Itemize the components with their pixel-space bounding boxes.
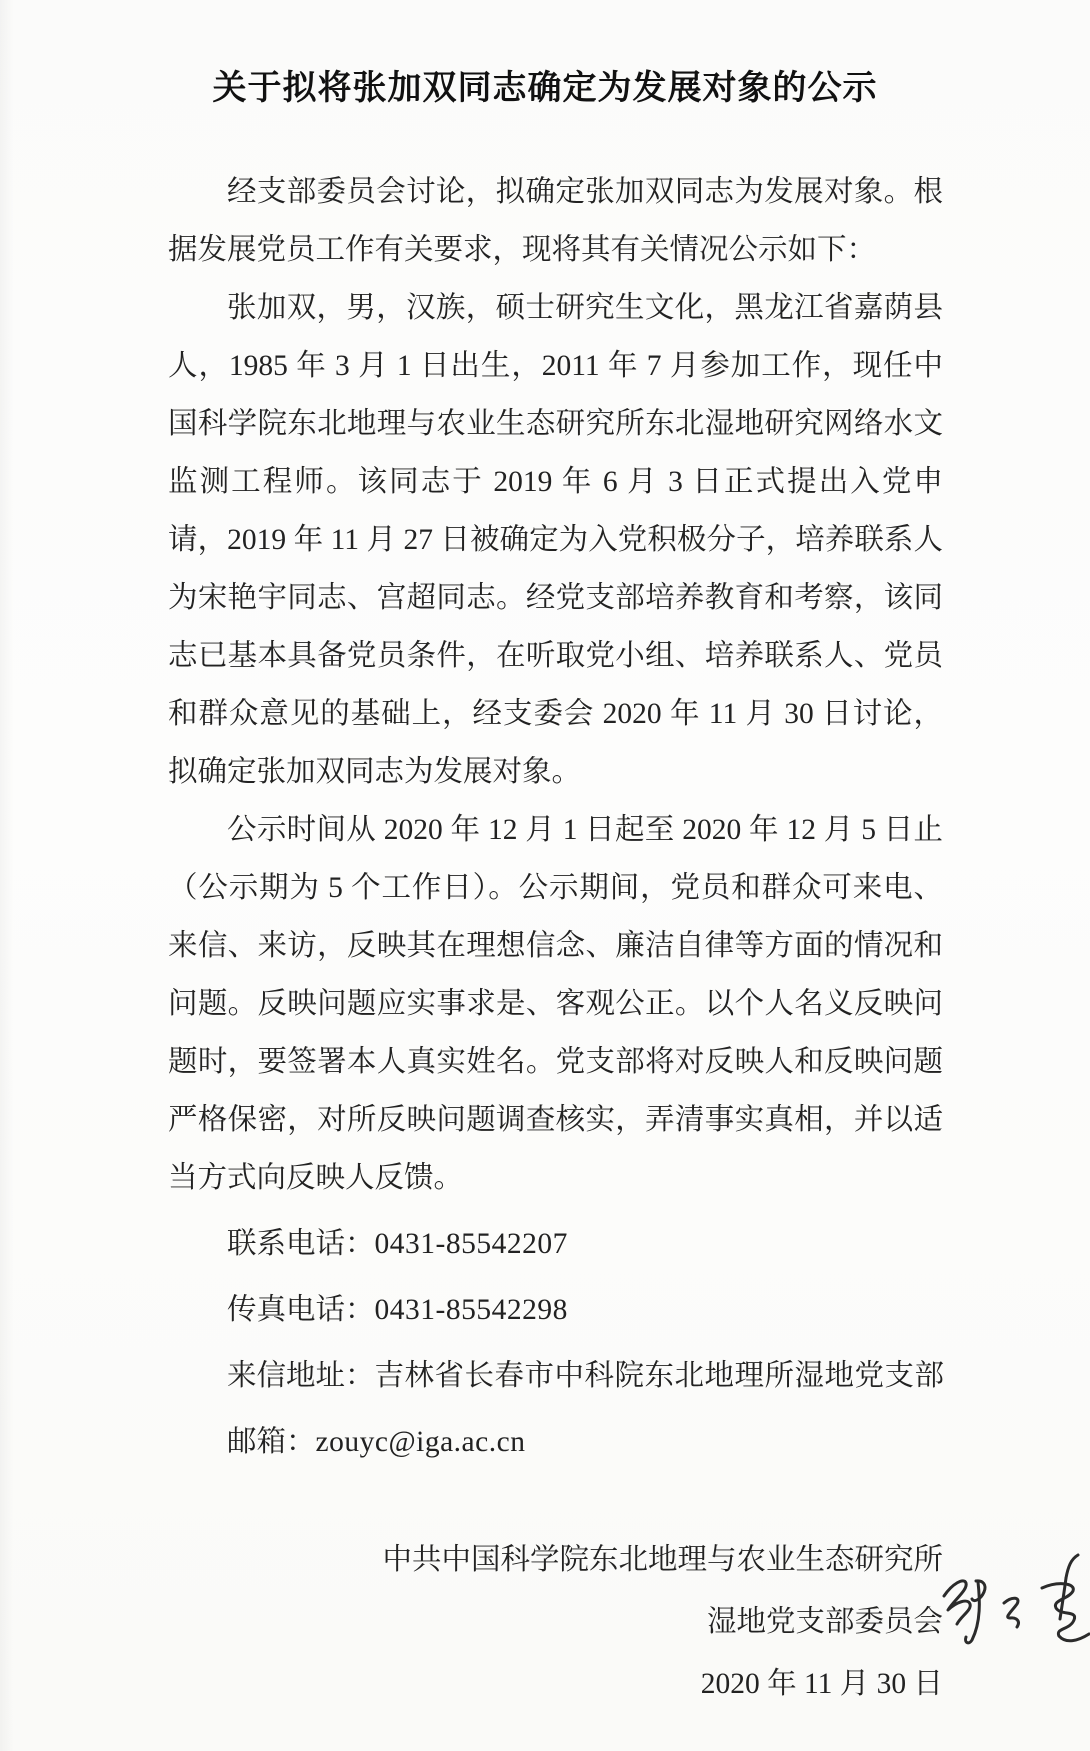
contact-phone-label: 联系电话： [227,1228,375,1260]
paragraph-publicity-period: 公示时间从 2020 年 12 月 1 日起至 2020 年 12 月 5 日止（公示期为 5 个工作日）。公示期间，党员和群众可来电、来信、来访，反映其在理想信念、廉洁自律等方面的情况和问题。反映问题应实事求是、客观公正。以个人名义反映问题时，要签署本人真实姓名。党支部将对反映人和反映问题严格保密，对所反映问题调查核实，弄清事实真相，并以适当方式向反映人反馈。 [168,814,943,1194]
contact-fax-label: 传真电话： [227,1294,375,1326]
contact-line-email [168,1413,943,1471]
contact-email-label: 邮箱： [227,1426,316,1458]
notice-body [168,163,943,1471]
signature-org-line-1: 中共中国科学院东北地理与农业生态研究所 [382,1544,943,1576]
handwritten-signature [920,1548,1090,1653]
contact-mail-address-label: 来信地址： [227,1360,375,1392]
contact-line-phone [168,1215,943,1273]
contact-line-fax [168,1281,943,1339]
contact-fax-value: 0431-85542298 [374,1294,568,1326]
contact-mail-address-value: 吉林省长春市中科院东北地理所湿地党支部 [374,1360,945,1392]
paragraph-intro: 经支部委员会讨论，拟确定张加双同志为发展对象。根据发展党员工作有关要求，现将其有关情况公示如下： [168,176,943,266]
signature-block [168,1529,951,1715]
contact-email-value: zouyc@iga.ac.cn [315,1426,526,1458]
contact-block [168,1215,943,1471]
signature-date: 2020 年 11 月 30 日 [700,1668,943,1700]
notice-title: 关于拟将张加双同志确定为发展对象的公示 [212,69,878,107]
contact-line-mail-address [168,1347,943,1405]
contact-phone-value: 0431-85542207 [374,1228,568,1260]
paragraph-candidate-info: 张加双，男，汉族，硕士研究生文化，黑龙江省嘉荫县人，1985 年 3 月 1 日出生，2011 年 7 月参加工作，现任中国科学院东北地理与农业生态研究所东北湿地研究网络水文监测工程师。该同志于 2019 年 6 月 3 日正式提出入党申请，2019 年 11 月 27 日被确定为入党积极分子，培养联系人为宋艳宇同志、宫超同志。经党支部培养教育和考察，该同志已基本具备党员条件，在听取党小组、培养联系人、党员和群众意见的基础上，经支委会 2020 年 11 月 30 日讨论，拟确定张加双同志为发展对象。 [168,292,943,788]
signature-org-line-2: 湿地党支部委员会 [706,1606,943,1638]
